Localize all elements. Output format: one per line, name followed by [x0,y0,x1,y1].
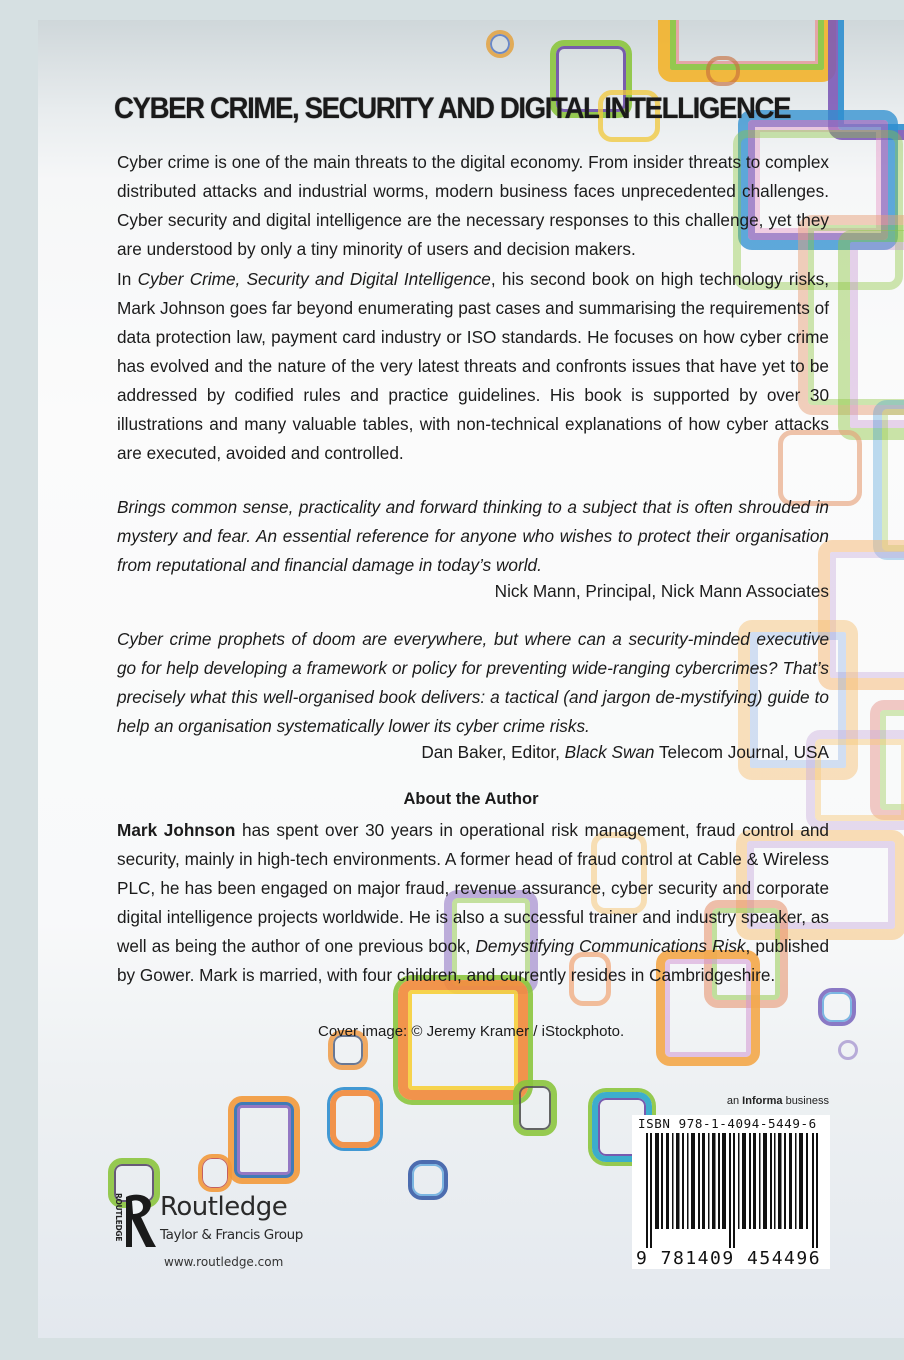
description-prefix: In [117,269,138,289]
review-attribution-2 [421,742,829,763]
tagline-suffix: business [782,1095,829,1107]
publisher-group: Taylor & Francis Group [160,1227,303,1243]
about-author-paragraph [117,816,829,990]
review-quote-1: Brings common sense, practicality and forward thinking to a subject that is often shrouded in mystery and fear. An essential reference for anyone who wishes to protect their organisation from reputational and financial damage in today’s world. [117,497,829,575]
description-book-title: Cyber Crime, Security and Digital Intelligence [137,269,491,289]
cover-image-credit: Cover image: © Jeremy Kramer / iStockphoto. [318,1023,625,1040]
routledge-r-logo-icon [112,1191,160,1249]
attribution-suffix: Telecom Journal, USA [654,742,829,762]
intro-paragraph: Cyber crime is one of the main threats to the digital economy. From insider threats to complex distributed attacks and industrial worms, modern business faces unprecedented challenges. Cyber security and digital intelligence are the necessary responses to this challenge, yet they are understood by only a tiny minority of users and decision makers. [117,152,829,259]
book-back-cover [38,20,904,1338]
about-author-heading: About the Author [403,790,539,808]
ean-digits: 9 781409 454496 [636,1248,822,1269]
description-paragraph [117,265,829,468]
tagline-brand: Informa [742,1095,783,1107]
description-body: , his second book on high technology risks, Mark Johnson goes far beyond enumerating past cases and summarising the requirements of data protection law, payment card industry or ISO standards. He focuses on how cyber crime has evolved and the nature of the very latest threats and confronts issues that have yet to be addressed by codified rules and practice guidelines. His book is supported by over 30 illustrations and many valuable tables, with non-technical explanations of how cyber attacks are executed, avoided and controlled. [117,269,830,463]
attribution-journal-italic: Black Swan [564,742,655,762]
publisher-url: www.routledge.com [164,1255,284,1269]
barcode-bars-icon [642,1133,822,1249]
previous-book-title: Demystifying Communications Risk [475,936,746,956]
author-name: Mark Johnson [117,820,236,840]
isbn-barcode [632,1115,830,1269]
attribution-prefix: Dan Baker, Editor, [421,742,565,762]
svg-text:ROUTLEDGE: ROUTLEDGE [114,1193,123,1242]
about-body-1: has spent over 30 years in operational risk management, fraud control and security, mainly in high-tech environments. A former head of fraud control at Cable & Wireless PLC, he has been engaged on major fraud, revenue assurance, cyber security and corporate digital intelligence projects worldwide. He is also a successful trainer and industry speaker, as well as being the author of one previous book, [117,820,829,956]
publisher-name: Routledge [160,1192,288,1222]
review-quote-2: Cyber crime prophets of doom are everywhere, but where can a security-minded executive go for help developing a framework or policy for preventing wide-ranging cybercrimes? That’s precisely what this well-organised book delivers: a tactical (and jargon de-mystifying) guide to help an organisation systematically lower its cyber crime risks. [117,629,829,736]
review-attribution-1: Nick Mann, Principal, Nick Mann Associates [494,581,829,601]
routledge-logo [112,1188,352,1278]
tagline-prefix: an [726,1095,743,1107]
book-title-heading: CYBER CRIME, SECURITY AND DIGITAL INTELLIGENCE [114,92,791,125]
isbn-label: ISBN 978-1-4094-5449-6 [638,1116,817,1131]
informa-tagline [727,1095,829,1107]
cover-content [38,20,904,1338]
about-body-2: , published by Gower. Mark is married, with four children, and currently resides in Cambridgeshire. [117,936,830,985]
